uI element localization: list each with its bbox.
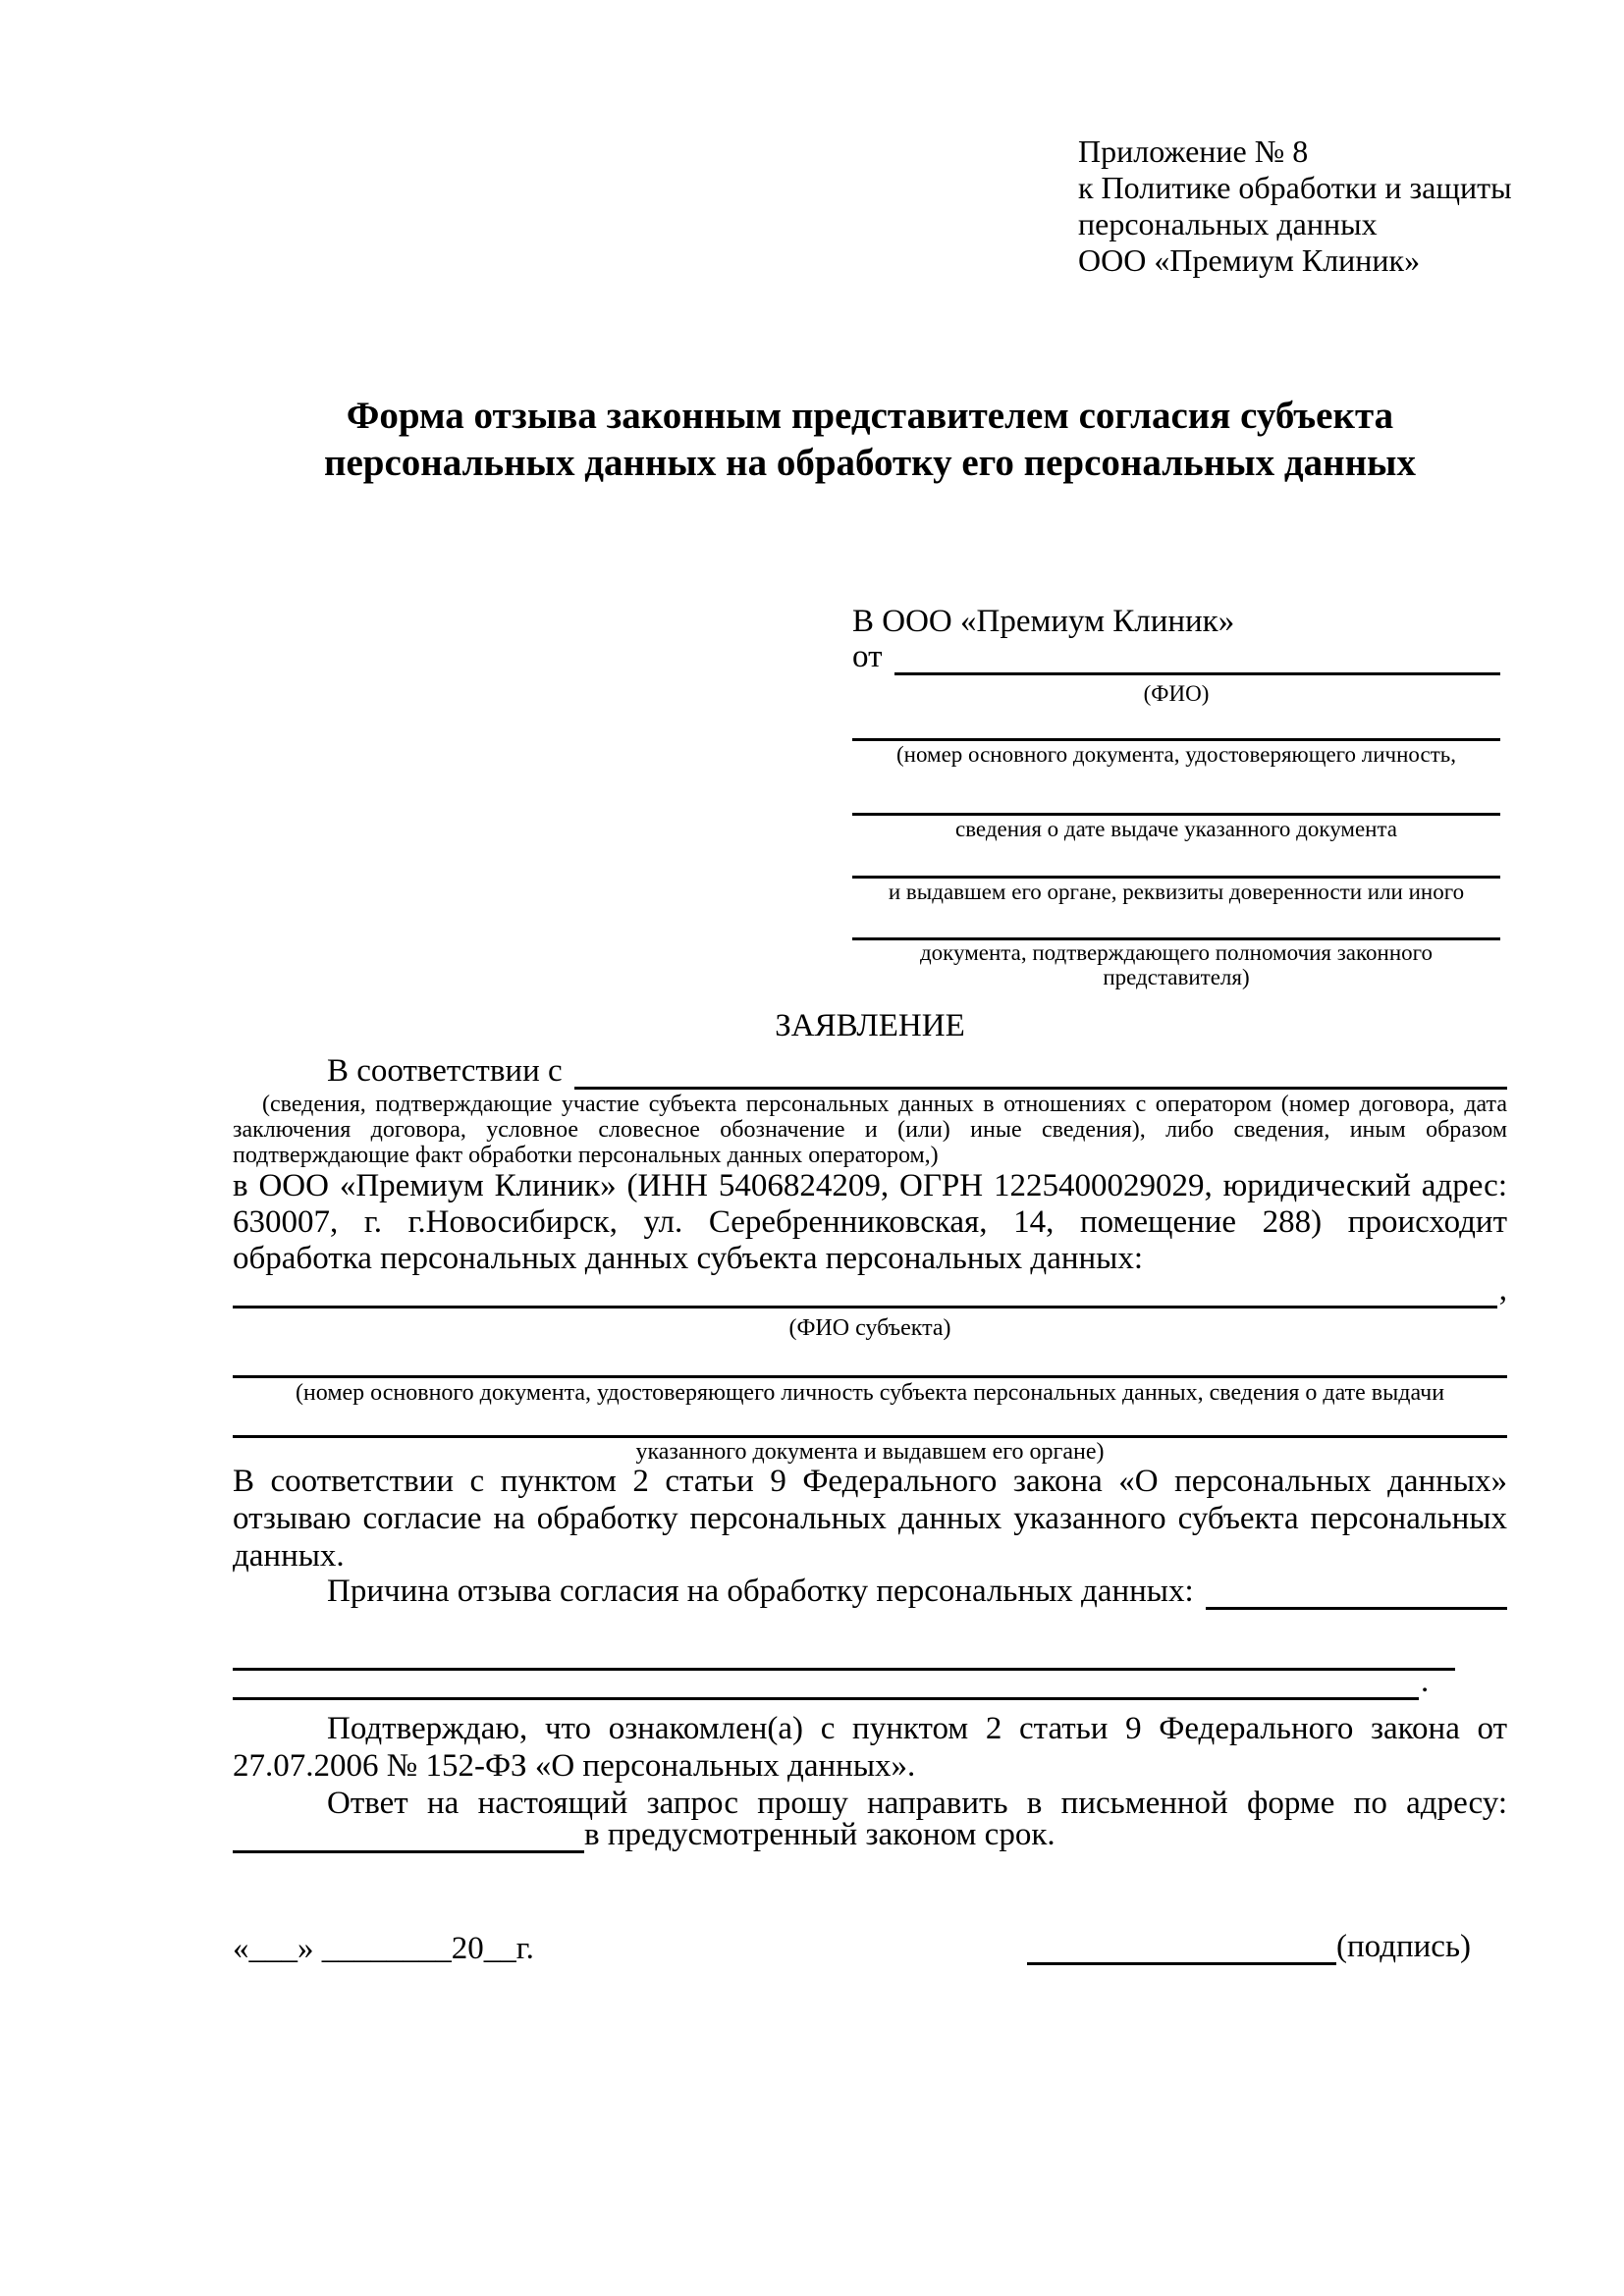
statement-heading: ЗАЯВЛЕНИЕ — [775, 1008, 965, 1043]
reason-line-suffix: . — [1421, 1664, 1430, 1699]
blank-line-doc-issuer — [852, 848, 1500, 879]
reply-suffix: в предусмотренный законом срок. — [584, 1817, 1056, 1852]
subject-doc-caption-1: (номер основного документа, удостоверяющего личность субъекта персональных данных, сведения о дате выдачи — [295, 1380, 1445, 1406]
subject-fio-caption: (ФИО субъекта) — [788, 1315, 951, 1341]
date-line: «___» ________20__г. — [233, 1931, 534, 1966]
appendix-line: персональных данных — [1078, 206, 1378, 241]
doc-caption-3: и выдавшем его органе, реквизиты доверенности или иного — [888, 880, 1465, 904]
intro-fill-line — [574, 1087, 1507, 1090]
reply-row2 — [233, 1817, 1507, 1853]
subject-fio-row — [233, 1272, 1507, 1308]
operator-paragraph: в ООО «Премиум Клиник» (ИНН 5406824209, ОГРН 1225400029029, юридический адрес: 630007, г. г.Новосибирск, ул. Серебренниковская, 14, помещение 288) происходит обработка персональных данных субъекта персональных данных: — [233, 1168, 1507, 1276]
reason-fill-line — [1206, 1607, 1507, 1610]
page-title-line2: персональных данных на обработку его персональных данных — [323, 442, 1417, 484]
reason-blank-line-1 — [233, 1637, 1455, 1671]
from-row — [852, 640, 1500, 675]
subject-doc-caption-2: указанного документа и выдавшем его органе) — [635, 1439, 1105, 1465]
appendix-header — [1078, 133, 1512, 279]
doc-caption-4: документа, подтверждающего полномочия законного представителя) — [919, 940, 1433, 989]
signature-line — [1027, 1927, 1336, 1965]
from-label: от — [852, 639, 883, 674]
subject-fio-suffix: , — [1498, 1272, 1507, 1308]
blank-line-doc-number — [852, 713, 1500, 741]
page-title-line1: Форма отзыва законным представителем согласия субъекта — [346, 395, 1394, 437]
blank-line-subject-doc — [233, 1348, 1507, 1378]
appendix-line: ООО «Премиум Клиник» — [1078, 242, 1421, 278]
addressee-organization: В ООО «Премиум Клиник» — [852, 604, 1235, 639]
doc-caption-1: (номер основного документа, удостоверяющего личность, — [895, 742, 1456, 767]
reply-address-line — [233, 1817, 584, 1853]
appendix-line: к Политике обработки и защиты — [1078, 170, 1512, 205]
reply-line1: Ответ на настоящий запрос прошу направить в письменной форме по адресу: — [327, 1786, 1507, 1821]
intro-caption: (сведения, подтверждающие участие субъекта персональных данных в отношениях с оператором (номер договора, дата заключения договора, условное словесное обозначение и (или) иные сведения), либо сведения, иным образом подтверждающие факт обработки персональных данных оператором,) — [233, 1092, 1507, 1168]
intro-label: В соответствии с — [327, 1053, 563, 1089]
blank-line-doc-authority — [852, 911, 1500, 940]
withdrawal-paragraph: В соответствии с пунктом 2 статьи 9 Федерального закона «О персональных данных» отзываю согласие на обработку персональных данных указанного субъекта персональных данных. — [233, 1464, 1507, 1574]
intro-row — [233, 1053, 1507, 1090]
blank-line-subject-doc-2 — [233, 1410, 1507, 1438]
appendix-line: Приложение № 8 — [1078, 133, 1309, 169]
confirm-paragraph: Подтверждаю, что ознакомлен(а) с пунктом 2 статьи 9 Федерального закона от 27.07.2006 № 152-ФЗ «О персональных данных». — [233, 1711, 1507, 1784]
reason-row — [233, 1576, 1507, 1610]
reason-blank-line-2-row — [233, 1664, 1507, 1700]
page-title — [233, 393, 1507, 487]
reason-label: Причина отзыва согласия на обработку персональных данных: — [327, 1574, 1194, 1609]
doc-caption-2: сведения о дате выдаче указанного документа — [954, 817, 1398, 841]
subject-fio-line — [233, 1306, 1497, 1308]
blank-line-doc-date — [852, 783, 1500, 816]
reason-blank-line-2 — [233, 1667, 1419, 1700]
signature-row — [1027, 1930, 1471, 1965]
from-fill-line — [894, 672, 1501, 675]
fio-caption: (ФИО) — [1143, 681, 1210, 706]
signature-caption: (подпись) — [1336, 1929, 1471, 1964]
